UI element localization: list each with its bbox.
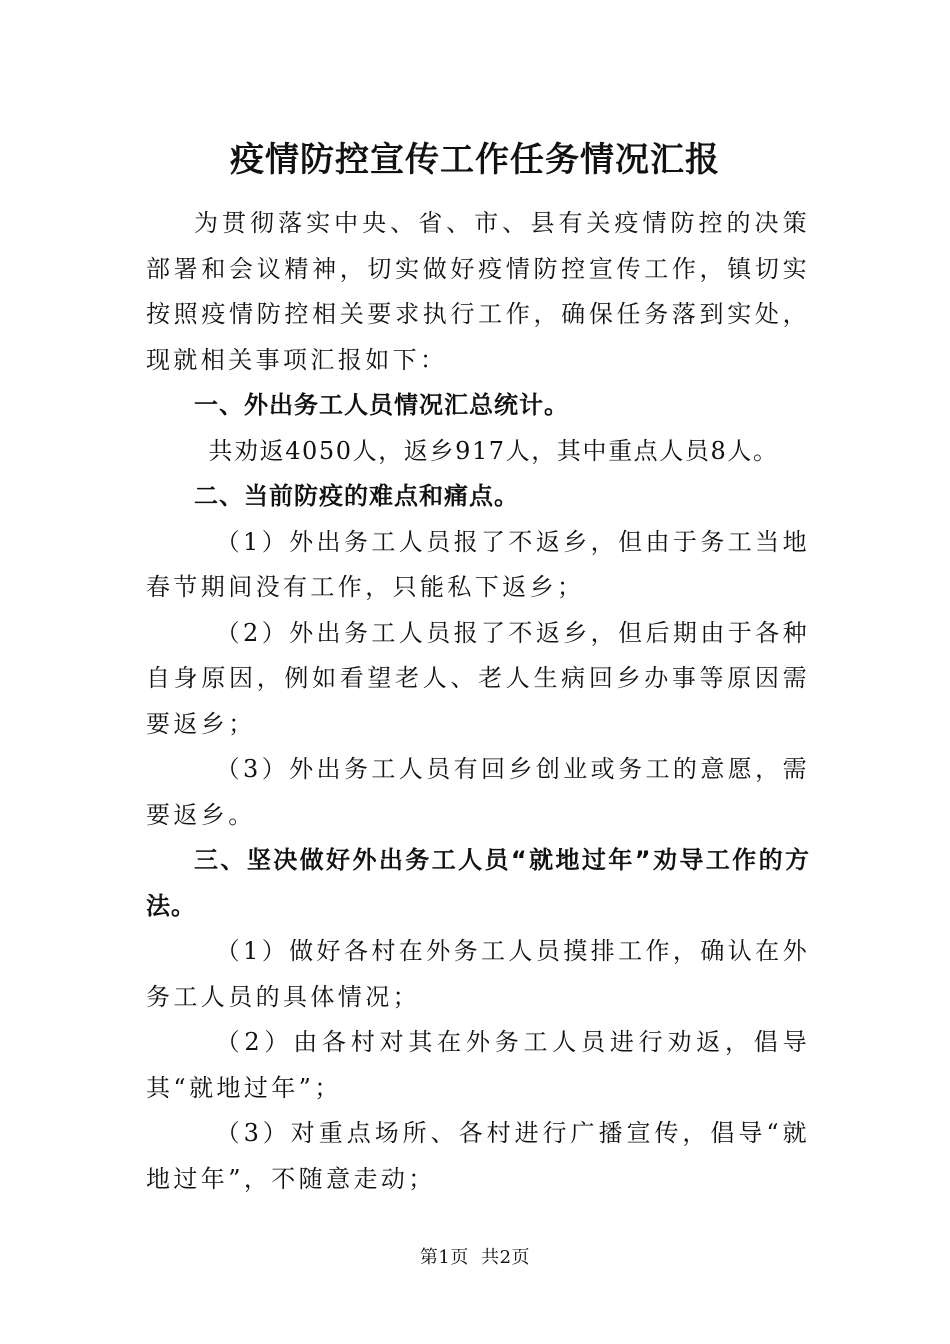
difficulty-item-1: （1）外出务工人员报了不返乡，但由于务工当地春节期间没有工作，只能私下返乡； [146, 527, 810, 601]
difficulty-item-2: （2）外出务工人员报了不返乡，但后期由于各种自身原因，例如看望老人、老人生病回乡办事等原因需要返乡； [146, 618, 810, 738]
method-item-1: （1）做好各村在外务工人员摸排工作，确认在外务工人员的具体情况； [146, 937, 810, 1011]
section-heading-3: 三、坚决做好外出务工人员“就地过年”劝导工作的方法。 [146, 846, 810, 920]
statistics-paragraph: 共劝返4050人，返乡917人，其中重点人员8人。 [208, 436, 779, 465]
method-item-2: （2）由各村对其在外务工人员进行劝返，倡导其“就地过年”； [146, 1028, 810, 1102]
page-footer: 第1页 共2页 [419, 1247, 531, 1268]
intro-paragraph: 为贯彻落实中央、省、市、县有关疫情防控的决策部署和会议精神，切实做好疫情防控宣传工作，镇切实按照疫情防控相关要求执行工作，确保任务落到实处，现就相关事项汇报如下： [146, 209, 810, 374]
section-heading-2: 二、当前防疫的难点和痛点。 [194, 482, 519, 510]
section-heading-1: 一、外出务工人员情况汇总统计。 [194, 391, 569, 419]
document-title: 疫情防控宣传工作任务情况汇报 [230, 140, 720, 180]
method-item-3: （3）对重点场所、各村进行广播宣传，倡导“就地过年”，不随意走动； [146, 1119, 810, 1193]
difficulty-item-3: （3）外出务工人员有回乡创业或务工的意愿，需要返乡。 [146, 755, 810, 829]
document-body [146, 201, 810, 1202]
